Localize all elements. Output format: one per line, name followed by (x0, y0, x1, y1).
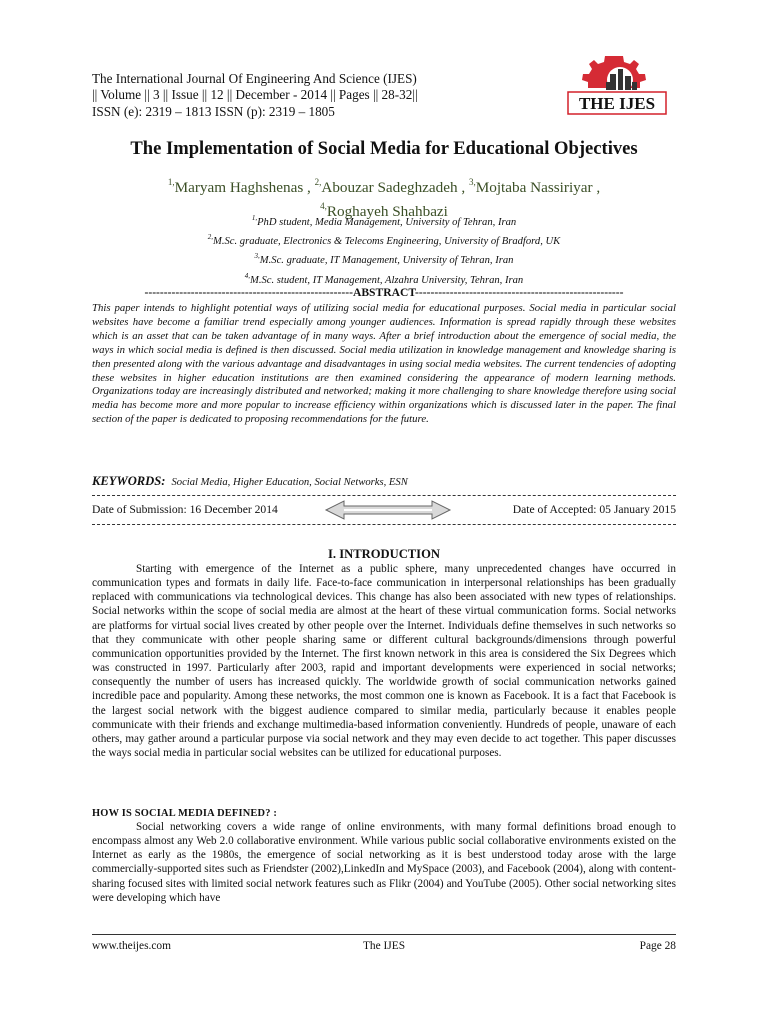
journal-volume-info: || Volume || 3 || Issue || 12 || December - 2014 || Pages || 28-32|| (92, 87, 418, 103)
keywords (92, 474, 676, 489)
journal-name: The International Journal Of Engineering And Science (IJES) (92, 71, 417, 86)
affiliation-2-sup: 2, (207, 233, 214, 242)
author-2: Abouzar Sadeghzadeh , (321, 179, 466, 196)
affiliation-2-text: M.Sc. graduate, Electronics & Telecoms Engineering, University of Bradford, UK (213, 236, 561, 248)
abstract-text: This paper intends to highlight potential ways of utilizing social media for educational purposes. Social media in particular social websites have become a familiar trend especially among younger audiences. Information is spread rapidly through these websites which is an asset that can be taken advantage of in many ways. After a brief introduction about the emergence of social media, the ways in which social media is defined is then discussed. Social media utilization in knowledge management and knowledge sharing is then presented along with the various advantage and disadvantages in using social media websites. The current tendencies of adopting these websites in higher education institutions are then examined considering the appearance of modern learning methods. Organizations today are increasingly distributed and networked; making it more challenging to share knowledge therefore using social media has become more and more popular to increase efficiency within organizations which is discussed later in the paper. The final section of the paper is dedicated to proposing recommendations for the future. (92, 302, 676, 426)
dashed-divider-bottom (92, 524, 676, 525)
author-4: Roghayeh Shahbazi (326, 203, 448, 220)
journal-issn: ISSN (e): 2319 – 1813 ISSN (p): 2319 – 1805 (92, 103, 335, 119)
affiliation-4 (92, 269, 676, 288)
accepted-date: Date of Accepted: 05 January 2015 (512, 503, 676, 516)
author-4-sup: 4, (320, 201, 327, 211)
dashed-divider-top (92, 495, 676, 496)
journal-header (92, 71, 532, 120)
ijes-logo-graphic (566, 52, 668, 116)
author-2-sup: 2, (314, 177, 322, 187)
footer-website: www.theijes.com (92, 940, 171, 952)
double-arrow-icon (324, 499, 452, 521)
introduction-body (92, 562, 676, 760)
affiliation-2 (92, 230, 676, 249)
author-3: Mojtaba Nassiriyar , (475, 179, 601, 196)
affiliation-4-sup: 4, (244, 271, 251, 280)
affiliation-1-sup: 1, (251, 214, 258, 222)
section-2-body (92, 820, 676, 905)
ijes-logo (566, 52, 668, 116)
affiliation-1 (92, 211, 676, 230)
author-1-sup: 1, (167, 177, 175, 187)
keywords-label: KEYWORDS: (92, 474, 166, 488)
logo-text: THE IJES (578, 94, 656, 113)
introduction-paragraph: Starting with emergence of the Internet as a public sphere, many unprecedented changes have occurred in communication types and formats in daily life. Face-to-face communication in interpersonal relationships has been gradually replaced with communications via technological devices. This change has also been associated with new types of relationships. Social networks within the scope of social media are almost at the heart of these virtual communication forms. Social networks are platforms for virtual social lives created by other people over the Internet. Individuals define themselves in such networks so that they communicate with other people sharing same or different cultural backgrounds/dimensions through powerful communication opportunities provided by the Internet. The first known network in this area is considered the Six Degrees which was constructed in 1997. Particularly after 2003, rapid and important developments were experienced in social networks; consequently the number of users has increased quickly. The worldwide growth of social communication networks gained incredible pace and popularity. Among these networks, the most common one is known as Facebook. It is a fact that Facebook is the largest social network with the biggest audience compared to similar media, particularly because it enables people communicate with their friends and exchange multimedia-based information conveniently. Hundreds of people, unaware of each others, may gather around a particular purpose via social network and they may even decide to act together. This paper discusses the ways social media in particular social websites can be utilized for educational purposes. (92, 563, 676, 760)
affiliation-3-text: M.Sc. graduate, IT Management, University of Tehran, Iran (259, 255, 514, 267)
affiliation-1-text: PhD student, Media Management, University of Tehran, Iran (257, 217, 517, 228)
abstract-heading: ------------------------------------------------------ABSTRACT------------------------------------------------------ (144, 286, 624, 299)
footer-rule (92, 934, 676, 935)
section-2-paragraph: Social networking covers a wide range of online environments, with many formal definitions broad enough to encompass almost any Web 2.0 collaborative environment. While various public social collaborative environments existed on the Internet as early as the 1980s, the emergence of social networking as it is best understood today arose with the large commercially-supported sites such as Friendster (2002),LinkedIn and MySpace (2003), and Facebook (2004), along with content-sharing focused sites with limited social network features such as Flikr (2004) and YouTube (2005). Other social networking sites were developing which have (92, 821, 676, 904)
dates-row (92, 503, 676, 521)
footer-page-number: Page 28 (639, 940, 676, 952)
footer-journal: The IJES (362, 940, 406, 952)
submission-date: Date of Submission: 16 December 2014 (92, 503, 278, 516)
author-1: Maryam Haghshenas , (174, 179, 311, 196)
keywords-text: Social Media, Higher Education, Social Networks, ESN (171, 477, 408, 488)
introduction-heading: I. INTRODUCTION (328, 547, 440, 561)
affiliation-3-sup: 3, (254, 252, 260, 261)
affiliation-4-text: M.Sc. student, IT Management, Alzahra University, Tehran, Iran (250, 274, 524, 286)
section-2-heading: HOW IS SOCIAL MEDIA DEFINED? : (92, 808, 278, 819)
author-3-sup: 3, (468, 177, 476, 187)
paper-title: The Implementation of Social Media for Educational Objectives (130, 138, 638, 159)
affiliations (92, 211, 676, 288)
affiliation-3 (92, 249, 676, 268)
